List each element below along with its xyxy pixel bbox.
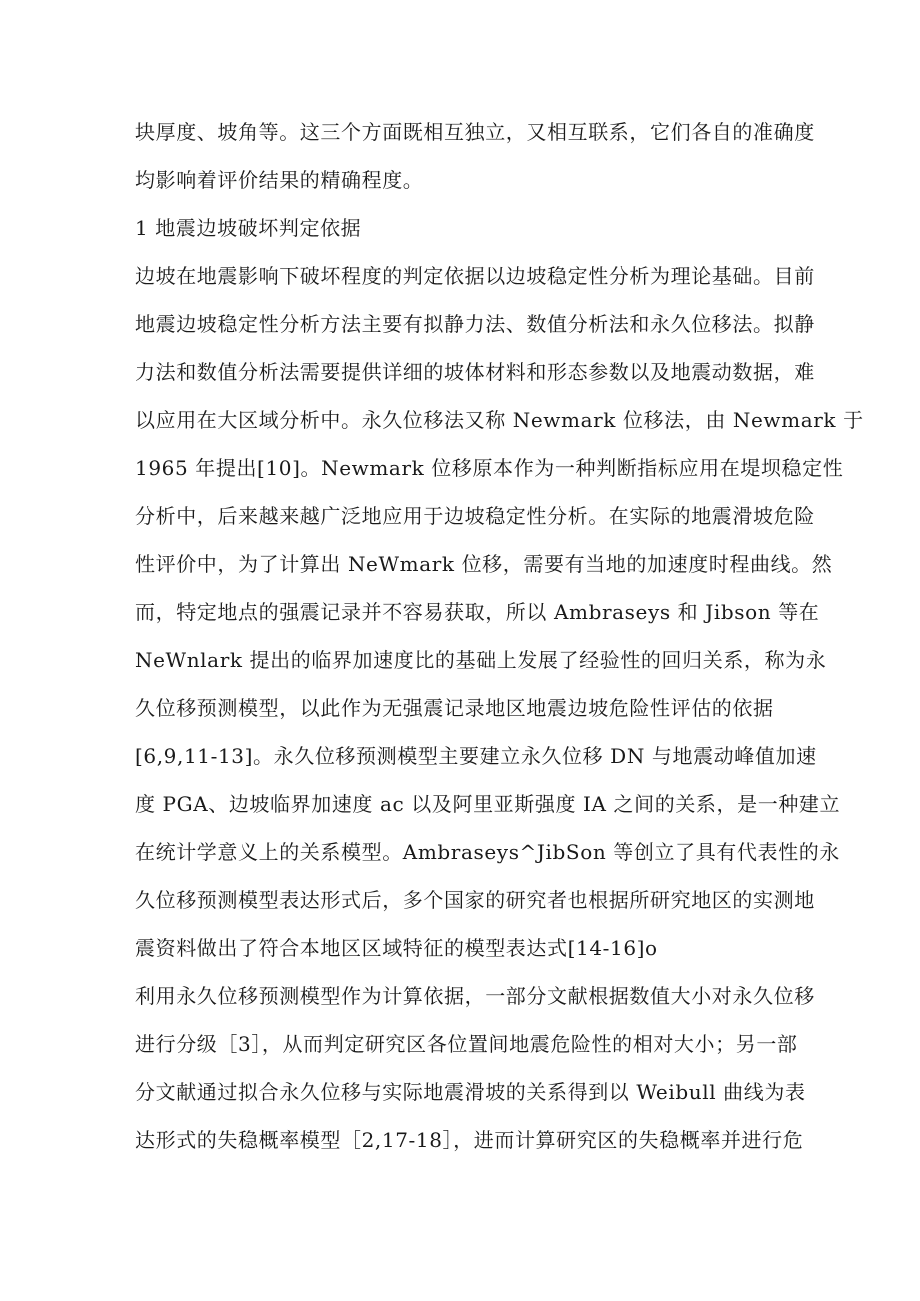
text-line: 度 PGA、边坡临界加速度 ac 以及阿里亚斯强度 IA 之间的关系，是一种建立: [135, 792, 841, 816]
text-line: 达形式的失稳概率模型［2,17-18］，进而计算研究区的失稳概率并进行危: [135, 1128, 804, 1152]
text-line: 以应用在大区域分析中。永久位移法又称 Newmark 位移法，由 Newmark 于: [135, 408, 864, 432]
text-line: 在统计学意义上的关系模型。Ambraseys^JibSon 等创立了具有代表性的永: [135, 840, 840, 864]
section-heading: 1 地震边坡破坏判定依据: [135, 216, 362, 240]
text-line: 分文献通过拟合永久位移与实际地震滑坡的关系得到以 Weibull 曲线为表: [135, 1080, 806, 1104]
text-line: 力法和数值分析法需要提供详细的坡体材料和形态参数以及地震动数据，难: [135, 360, 815, 384]
text-line: 利用永久位移预测模型作为计算依据，一部分文献根据数值大小对永久位移: [135, 984, 815, 1008]
text-line: 久位移预测模型表达形式后，多个国家的研究者也根据所研究地区的实测地: [135, 888, 815, 912]
text-line: NeWnlark 提出的临界加速度比的基础上发展了经验性的回归关系，称为永: [135, 648, 827, 672]
text-line: 1965 年提出[10]。Newmark 位移原本作为一种判断指标应用在堤坝稳定性: [135, 456, 844, 480]
text-line: 地震边坡稳定性分析方法主要有拟静力法、数值分析法和永久位移法。拟静: [135, 312, 815, 336]
text-line: 均影响着评价结果的精确程度。: [135, 168, 424, 192]
text-line: 块厚度、坡角等。这三个方面既相互独立，又相互联系，它们各自的准确度: [135, 120, 815, 144]
text-line: 久位移预测模型，以此作为无强震记录地区地震边坡危险性评估的依据: [135, 696, 774, 720]
text-line: [6,9,11-13]。永久位移预测模型主要建立永久位移 DN 与地震动峰值加速: [135, 744, 817, 768]
text-line: 震资料做出了符合本地区区域特征的模型表达式[14-16]o: [135, 936, 658, 960]
text-line: 进行分级［3］，从而判定研究区各位置间地震危险性的相对大小；另一部: [135, 1032, 798, 1056]
text-line: 性评价中，为了计算出 NeWmark 位移，需要有当地的加速度时程曲线。然: [135, 552, 833, 576]
text-line: 边坡在地震影响下破坏程度的判定依据以边坡稳定性分析为理论基础。目前: [135, 264, 815, 288]
text-line: 分析中，后来越来越广泛地应用于边坡稳定性分析。在实际的地震滑坡危险: [135, 504, 815, 528]
text-line: 而，特定地点的强震记录并不容易获取，所以 Ambraseys 和 Jibson 等在: [135, 600, 820, 624]
